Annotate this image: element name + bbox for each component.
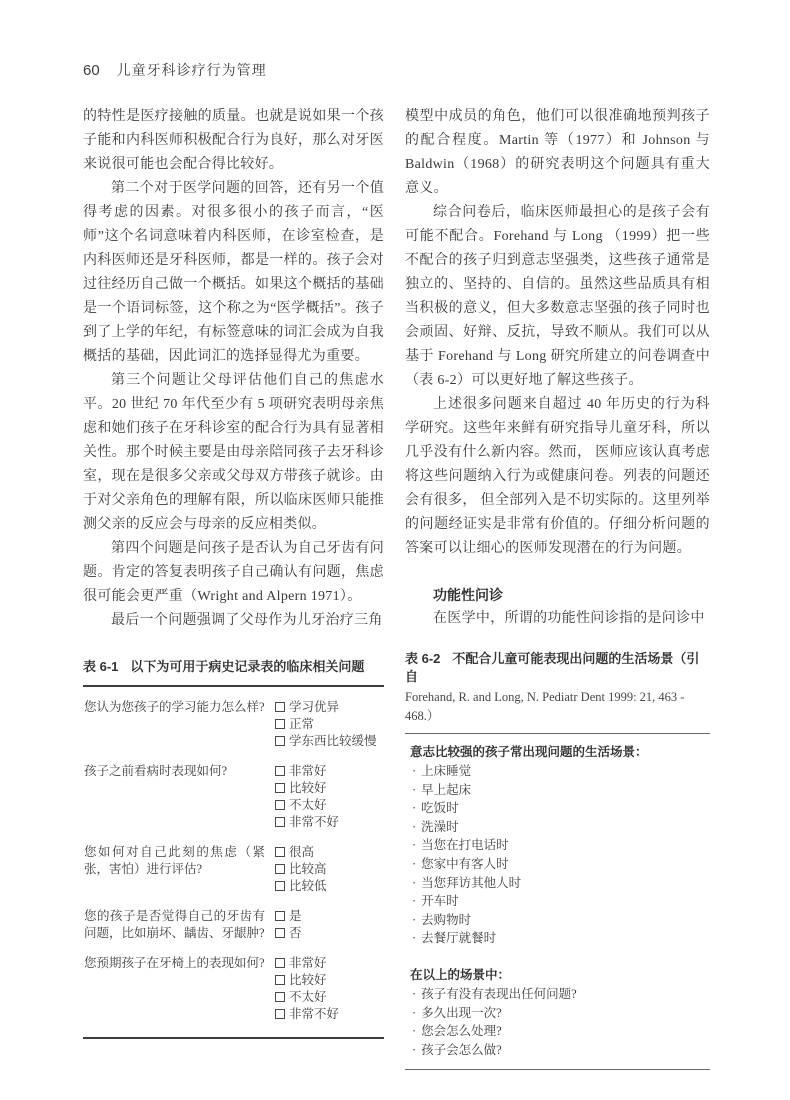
list-item — [410, 892, 710, 911]
table-caption-text: 以下为可用于病史记录表的临床相关问题 — [130, 659, 365, 674]
table-6-2-caption — [405, 650, 710, 726]
checkbox-option — [275, 797, 384, 814]
checkbox-icon — [275, 847, 285, 857]
option-label: 比较好 — [289, 781, 327, 795]
list-item — [410, 855, 710, 874]
list-item — [410, 874, 710, 893]
table-6-1-caption — [83, 658, 384, 676]
list-item — [410, 799, 710, 818]
list-item — [410, 836, 710, 855]
list-item-label: 洗澡时 — [421, 819, 459, 834]
bullet-icon: · — [412, 764, 417, 778]
paragraph: 综合问卷后，临床医师最担心的是孩子会有可能不配合。Forehand 与 Long （1999）把一些不配合的孩子归到意志坚强类，这些孩子通常是独立的、坚持的、自信的。虽然这些品质具有相当积极的意义，但大多数意志坚强的孩子同时也会顽固、好辩、反抗，导致不顺从。我们可以从基于 Forehand 与 Long 研究所建立的问卷调查中（表 6-2）可以更好地了解这些孩子。 — [405, 205, 710, 388]
paragraph: 在医学中，所谓的功能性问诊指的是问诊中 — [433, 611, 705, 626]
bullet-icon: · — [412, 875, 417, 890]
checkbox-option — [275, 699, 384, 716]
checkbox-icon — [275, 817, 285, 827]
bullet-icon: · — [412, 931, 417, 946]
scenes-header: 意志比较强的孩子常出现问题的生活场景： — [410, 745, 648, 759]
table-row — [84, 844, 384, 895]
running-header — [83, 60, 710, 80]
question: 您的孩子是否觉得自己的牙齿有问题，比如崩坏、龋齿、牙龈肿? — [84, 909, 265, 940]
checkbox-icon — [275, 958, 285, 968]
checkbox-icon — [275, 928, 285, 938]
checkbox-icon — [275, 766, 285, 776]
bullet-icon: · — [412, 1042, 417, 1057]
bullet-icon: · — [412, 856, 417, 871]
list-item-label: 当您在打电话时 — [421, 838, 509, 853]
checkbox-option — [275, 955, 384, 972]
checkbox-option — [275, 972, 384, 989]
two-column-layout — [83, 105, 710, 1070]
option-label: 比较好 — [289, 973, 327, 987]
option-label: 非常不好 — [289, 815, 340, 829]
list-item — [410, 911, 710, 930]
checkbox-icon — [275, 864, 285, 874]
option-label: 正常 — [289, 717, 315, 731]
bullet-icon: · — [412, 819, 417, 834]
checkbox-option — [275, 989, 384, 1006]
checkbox-icon — [275, 800, 285, 810]
paragraph: 第四个问题是问孩子是否认为自己牙齿有问题。肯定的答复表明孩子自己确认有问题，焦虑很可能会更严重（Wright and Alpern 1971）。 — [83, 541, 384, 604]
table-section-spacer — [410, 948, 710, 965]
checkbox-option — [275, 844, 384, 861]
option-label: 非常好 — [289, 956, 327, 970]
running-title: 儿童牙科诊疗行为管理 — [116, 62, 267, 78]
list-item-label: 当您拜访其他人时 — [421, 875, 522, 890]
checkbox-option — [275, 878, 384, 895]
table-6-2 — [405, 650, 710, 1070]
option-label: 学东西比较缓慢 — [289, 734, 377, 748]
options-group — [275, 763, 384, 831]
table-row — [84, 955, 384, 1023]
bullet-icon: · — [412, 782, 417, 797]
followup-header: 在以上的场景中： — [410, 967, 511, 982]
checkbox-option — [275, 908, 384, 925]
list-item-label: 您会怎么处理? — [421, 1024, 502, 1039]
checkbox-option — [275, 780, 384, 797]
list-item — [410, 1004, 710, 1023]
bullet-icon: · — [412, 1024, 417, 1039]
list-item — [410, 781, 710, 800]
table-caption-source: Forehand, R. and Long, N. Pediatr Dent 1999: 21, 463 - 468.） — [405, 690, 685, 723]
paragraph: 的特性是医疗接触的质量。也就是说如果一个孩子能和内科医师积极配合行为良好，那么对牙医来说很可能也会配合得比较好。 — [83, 109, 384, 172]
checkbox-option — [275, 861, 384, 878]
bullet-icon: · — [412, 894, 417, 909]
bullet-icon: · — [412, 912, 417, 927]
list-item-label: 早上起床 — [421, 782, 472, 797]
paragraph: 第二个对于医学问题的回答，还有另一个值得考虑的因素。对很多很小的孩子而言，“医师”这个名词意味着内科医师，在诊室检查，是内科医师还是牙科医师，都是一样的。孩子会对过往经历自己做一个概括。如果这个概括的基础是一个语词标签，这个称之为“医学概括”。孩子到了上学的年纪，有标签意味的词汇会成为自我概括的基础，因此词汇的选择显得尤为重要。 — [83, 181, 384, 364]
table-caption-label: 表 6-2 — [405, 651, 441, 666]
checkbox-icon — [275, 702, 285, 712]
right-column — [405, 105, 710, 1070]
checkbox-option — [275, 925, 384, 942]
option-label: 比较低 — [289, 879, 327, 893]
question: 您预期孩子在牙椅上的表现如何? — [84, 956, 265, 970]
page-number: 60 — [83, 62, 100, 79]
options-group — [275, 908, 384, 942]
question: 您如何对自己此刻的焦虑（紧张，害怕）进行评估? — [84, 845, 265, 876]
list-item-label: 您家中有客人时 — [421, 856, 509, 871]
bullet-icon: · — [412, 801, 417, 816]
table-6-2-body — [405, 733, 710, 1070]
option-label: 是 — [289, 909, 302, 923]
question: 孩子之前看病时表现如何? — [84, 764, 228, 778]
checkbox-option — [275, 716, 384, 733]
list-item-label: 开车时 — [421, 894, 459, 909]
checkbox-icon — [275, 992, 285, 1002]
bullet-icon: · — [412, 986, 417, 1001]
table-6-1-body — [83, 685, 384, 1039]
list-item-label: 去餐厅就餐时 — [421, 931, 497, 946]
bullet-icon: · — [412, 1005, 417, 1020]
option-label: 非常好 — [289, 764, 327, 778]
checkbox-icon — [275, 736, 285, 746]
left-column — [83, 105, 384, 1070]
checkbox-icon — [275, 783, 285, 793]
checkbox-option — [275, 1006, 384, 1023]
checkbox-option — [275, 814, 384, 831]
list-item-label: 孩子会怎么做? — [421, 1042, 502, 1057]
list-item — [410, 1022, 710, 1041]
options-group — [275, 699, 384, 750]
checkbox-icon — [275, 881, 285, 891]
paragraph: 最后一个问题强调了父母作为儿牙治疗三角 — [111, 613, 383, 628]
list-item-label: 上床睡觉 — [421, 764, 472, 778]
list-item-label: 去购物时 — [421, 912, 472, 927]
option-label: 否 — [289, 926, 302, 940]
table-caption-text: 不配合儿童可能表现出问题的生活场景（引自 — [405, 651, 700, 684]
checkbox-option — [275, 763, 384, 780]
option-label: 很高 — [289, 845, 315, 859]
option-label: 不太好 — [289, 990, 327, 1004]
table-caption-label: 表 6-1 — [83, 659, 119, 674]
list-item — [410, 985, 710, 1004]
option-label: 学习优异 — [289, 700, 340, 714]
list-item-label: 多久出现一次? — [421, 1005, 502, 1020]
options-group — [275, 955, 384, 1023]
list-item-label: 孩子有没有表现出任何问题? — [421, 986, 577, 1001]
table-row — [84, 699, 384, 750]
option-label: 比较高 — [289, 862, 327, 876]
paragraph: 上述很多问题来自超过 40 年历史的行为科学研究。这些年来鲜有研究指导儿童牙科，所以几乎没有什么新内容。然而， 医师应该认真考虑将这些问题纳入行为或健康问卷。列表的问题还会有很多， 但全部列入是不切实际的。这里列举的问题经证实是非常有价值的。仔细分析问题的答案可以让细心的医师发现潜在的行为问题。 — [405, 397, 710, 556]
paragraph: 模型中成员的角色，他们可以很准确地预判孩子的配合程度。Martin 等（1977）和 Johnson 与 Baldwin（1968）的研究表明这个问题具有重大意义。 — [405, 109, 710, 196]
checkbox-icon — [275, 975, 285, 985]
checkbox-icon — [275, 1009, 285, 1019]
list-item — [410, 818, 710, 837]
list-item — [410, 1041, 710, 1060]
table-row — [84, 763, 384, 831]
list-item-label: 吃饭时 — [421, 801, 459, 816]
table-row — [84, 908, 384, 942]
paragraph: 第三个问题让父母评估他们自己的焦虑水平。20 世纪 70 年代至少有 5 项研究表明母亲焦虑和她们孩子在牙科诊室的配合行为具有显著相关性。那个时候主要是由母亲陪同孩子去牙科诊室，现在是很多父亲或父母双方带孩子就诊。由于对父亲角色的理解有限，所以临床医师只能推测父亲的反应会与母亲的反应相类似。 — [83, 373, 384, 532]
options-group — [275, 844, 384, 895]
checkbox-icon — [275, 911, 285, 921]
option-label: 非常不好 — [289, 1007, 340, 1021]
section-heading: 功能性问诊 — [433, 587, 503, 603]
list-item — [410, 929, 710, 948]
checkbox-option — [275, 733, 384, 750]
bullet-icon: · — [412, 838, 417, 853]
table-6-1 — [83, 658, 384, 1039]
checkbox-icon — [275, 719, 285, 729]
option-label: 不太好 — [289, 798, 327, 812]
question: 您认为您孩子的学习能力怎么样? — [84, 700, 265, 714]
list-item — [410, 762, 710, 781]
